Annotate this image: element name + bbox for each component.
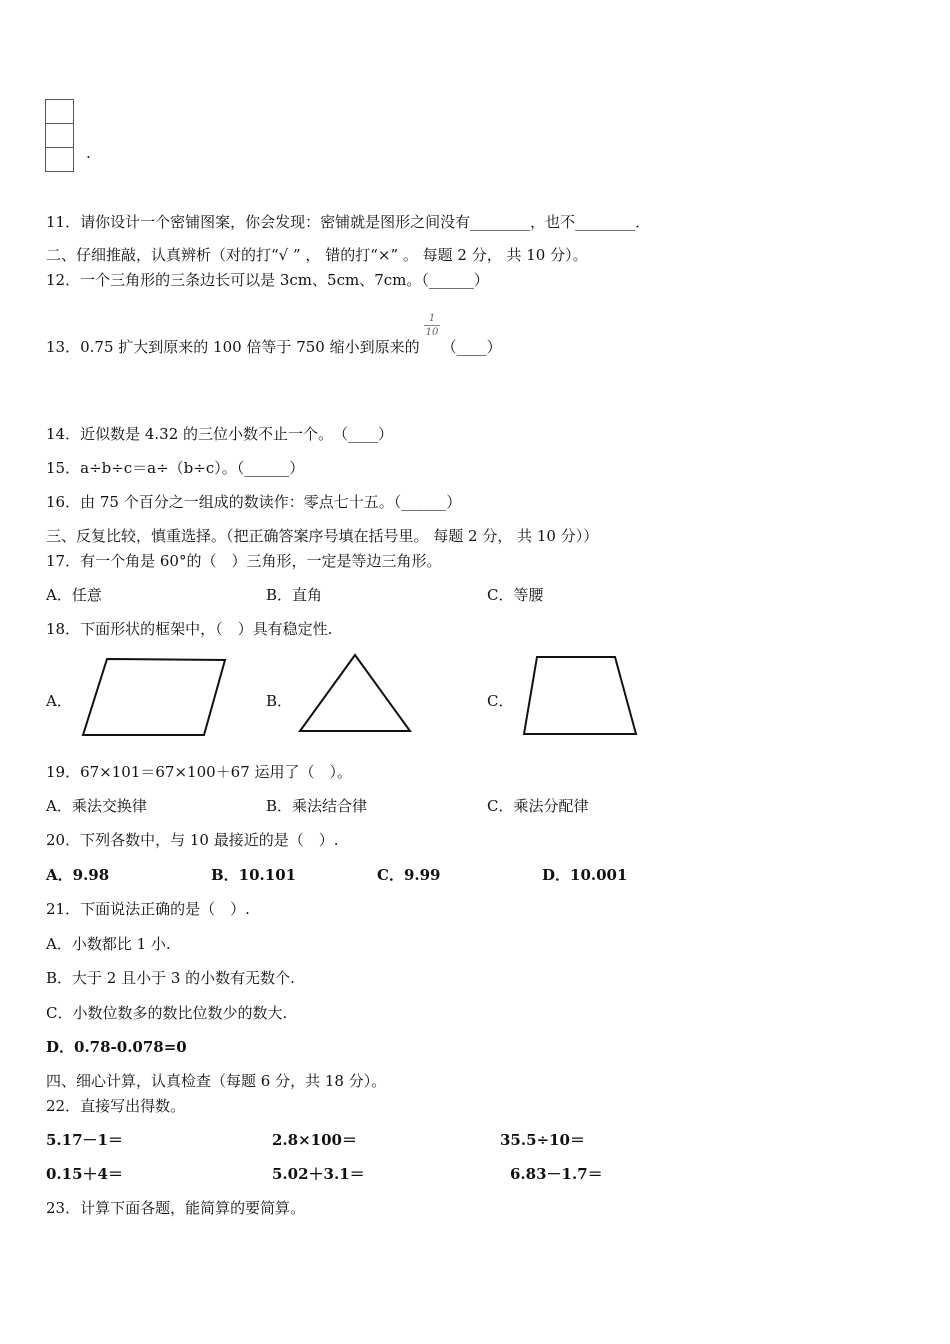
section-3-heading: 三、反复比较，慎重选择。（把正确答案序号填在括号里。 每题 2 分， 共 10 分）） (46, 527, 599, 545)
question-19-option-a: A．乘法交换律 (46, 797, 147, 815)
calc-item: 5.02＋3.1＝ (272, 1165, 365, 1183)
question-11: 11．请你设计一个密铺图案，你会发现：密铺就是图形之间没有________，也不________． (46, 213, 651, 231)
question-21-option-c: C．小数位数多的数比位数少的数大. (46, 1004, 288, 1022)
question-23: 23．计算下面各题，能简算的要简算。 (46, 1199, 306, 1217)
question-21-stem: 21．下面说法正确的是（ ）. (46, 900, 250, 918)
question-18-stem: 18．下面形状的框架中，（ ）具有稳定性. (46, 620, 333, 638)
question-20-option-a: A．9.98 (46, 866, 110, 884)
question-13 (46, 337, 502, 357)
question-19-stem: 19．67×101＝67×100＋67 运用了（ ）。 (46, 763, 353, 781)
question-21-option-a: A．小数都比 1 小. (46, 935, 171, 953)
question-20-option-b: B．10.101 (211, 866, 297, 884)
calc-item: 5.17－1＝ (46, 1131, 123, 1149)
fraction-numerator: 1 (428, 313, 436, 324)
calc-item: 2.8×100＝ (272, 1131, 357, 1149)
question-20-option-d: D．10.001 (542, 866, 628, 884)
question-18-label-b: B． (266, 692, 293, 710)
question-20-stem: 20．下列各数中，与 10 最接近的是（ ）. (46, 831, 339, 849)
question-17-option-b: B．直角 (266, 586, 323, 604)
question-16: 16．由 75 个百分之一组成的数读作：零点七十五。（______） (46, 493, 462, 511)
section-2-heading: 二、仔细推敲，认真辨析（对的打“√ ” ， 错的打“×” 。 每题 2 分， 共 10 分）。 (46, 246, 588, 264)
question-17-option-c: C．等腰 (487, 586, 544, 604)
question-18-label-c: C． (487, 692, 514, 710)
fraction-one-tenth (424, 313, 440, 338)
question-21-option-d: D．0.78-0.078=0 (46, 1038, 187, 1056)
answer-box (45, 99, 74, 124)
trailing-dot: . (86, 144, 91, 162)
question-13-blank: （____） (441, 338, 502, 356)
question-17-stem: 17．有一个角是 60°的（ ）三角形，一定是等边三角形。 (46, 552, 442, 570)
question-13-text: 13．0.75 扩大到原来的 100 倍等于 750 缩小到原来的 (46, 338, 420, 356)
question-14: 14．近似数是 4.32 的三位小数不止一个。 （____） (46, 425, 394, 443)
question-18-label-a: A． (46, 692, 72, 710)
fraction-denominator: 10 (425, 327, 439, 338)
question-22-stem: 22．直接写出得数。 (46, 1097, 186, 1115)
question-21-option-b: B．大于 2 且小于 3 的小数有无数个. (46, 969, 295, 987)
calc-item: 35.5÷10＝ (500, 1131, 585, 1149)
question-19-option-b: B．乘法结合律 (266, 797, 368, 815)
calc-item: 6.83－1.7＝ (510, 1165, 603, 1183)
trapezoid-shape (520, 653, 640, 738)
answer-box (45, 147, 74, 172)
parallelogram-shape (78, 655, 230, 740)
question-12: 12．一个三角形的三条边长可以是 3cm、5cm、7cm。（______） (46, 271, 489, 289)
question-19-option-c: C．乘法分配律 (487, 797, 589, 815)
triangle-shape (297, 652, 414, 736)
answer-boxes (45, 100, 73, 172)
section-4-heading: 四、细心计算，认真检查（每题 6 分，共 18 分）。 (46, 1072, 387, 1090)
question-15: 15．a÷b÷c＝a÷（b÷c）。（______） (46, 459, 305, 477)
question-20-option-c: C．9.99 (377, 866, 441, 884)
question-17-option-a: A．任意 (46, 586, 102, 604)
answer-box (45, 123, 74, 148)
calc-item: 0.15＋4＝ (46, 1165, 123, 1183)
